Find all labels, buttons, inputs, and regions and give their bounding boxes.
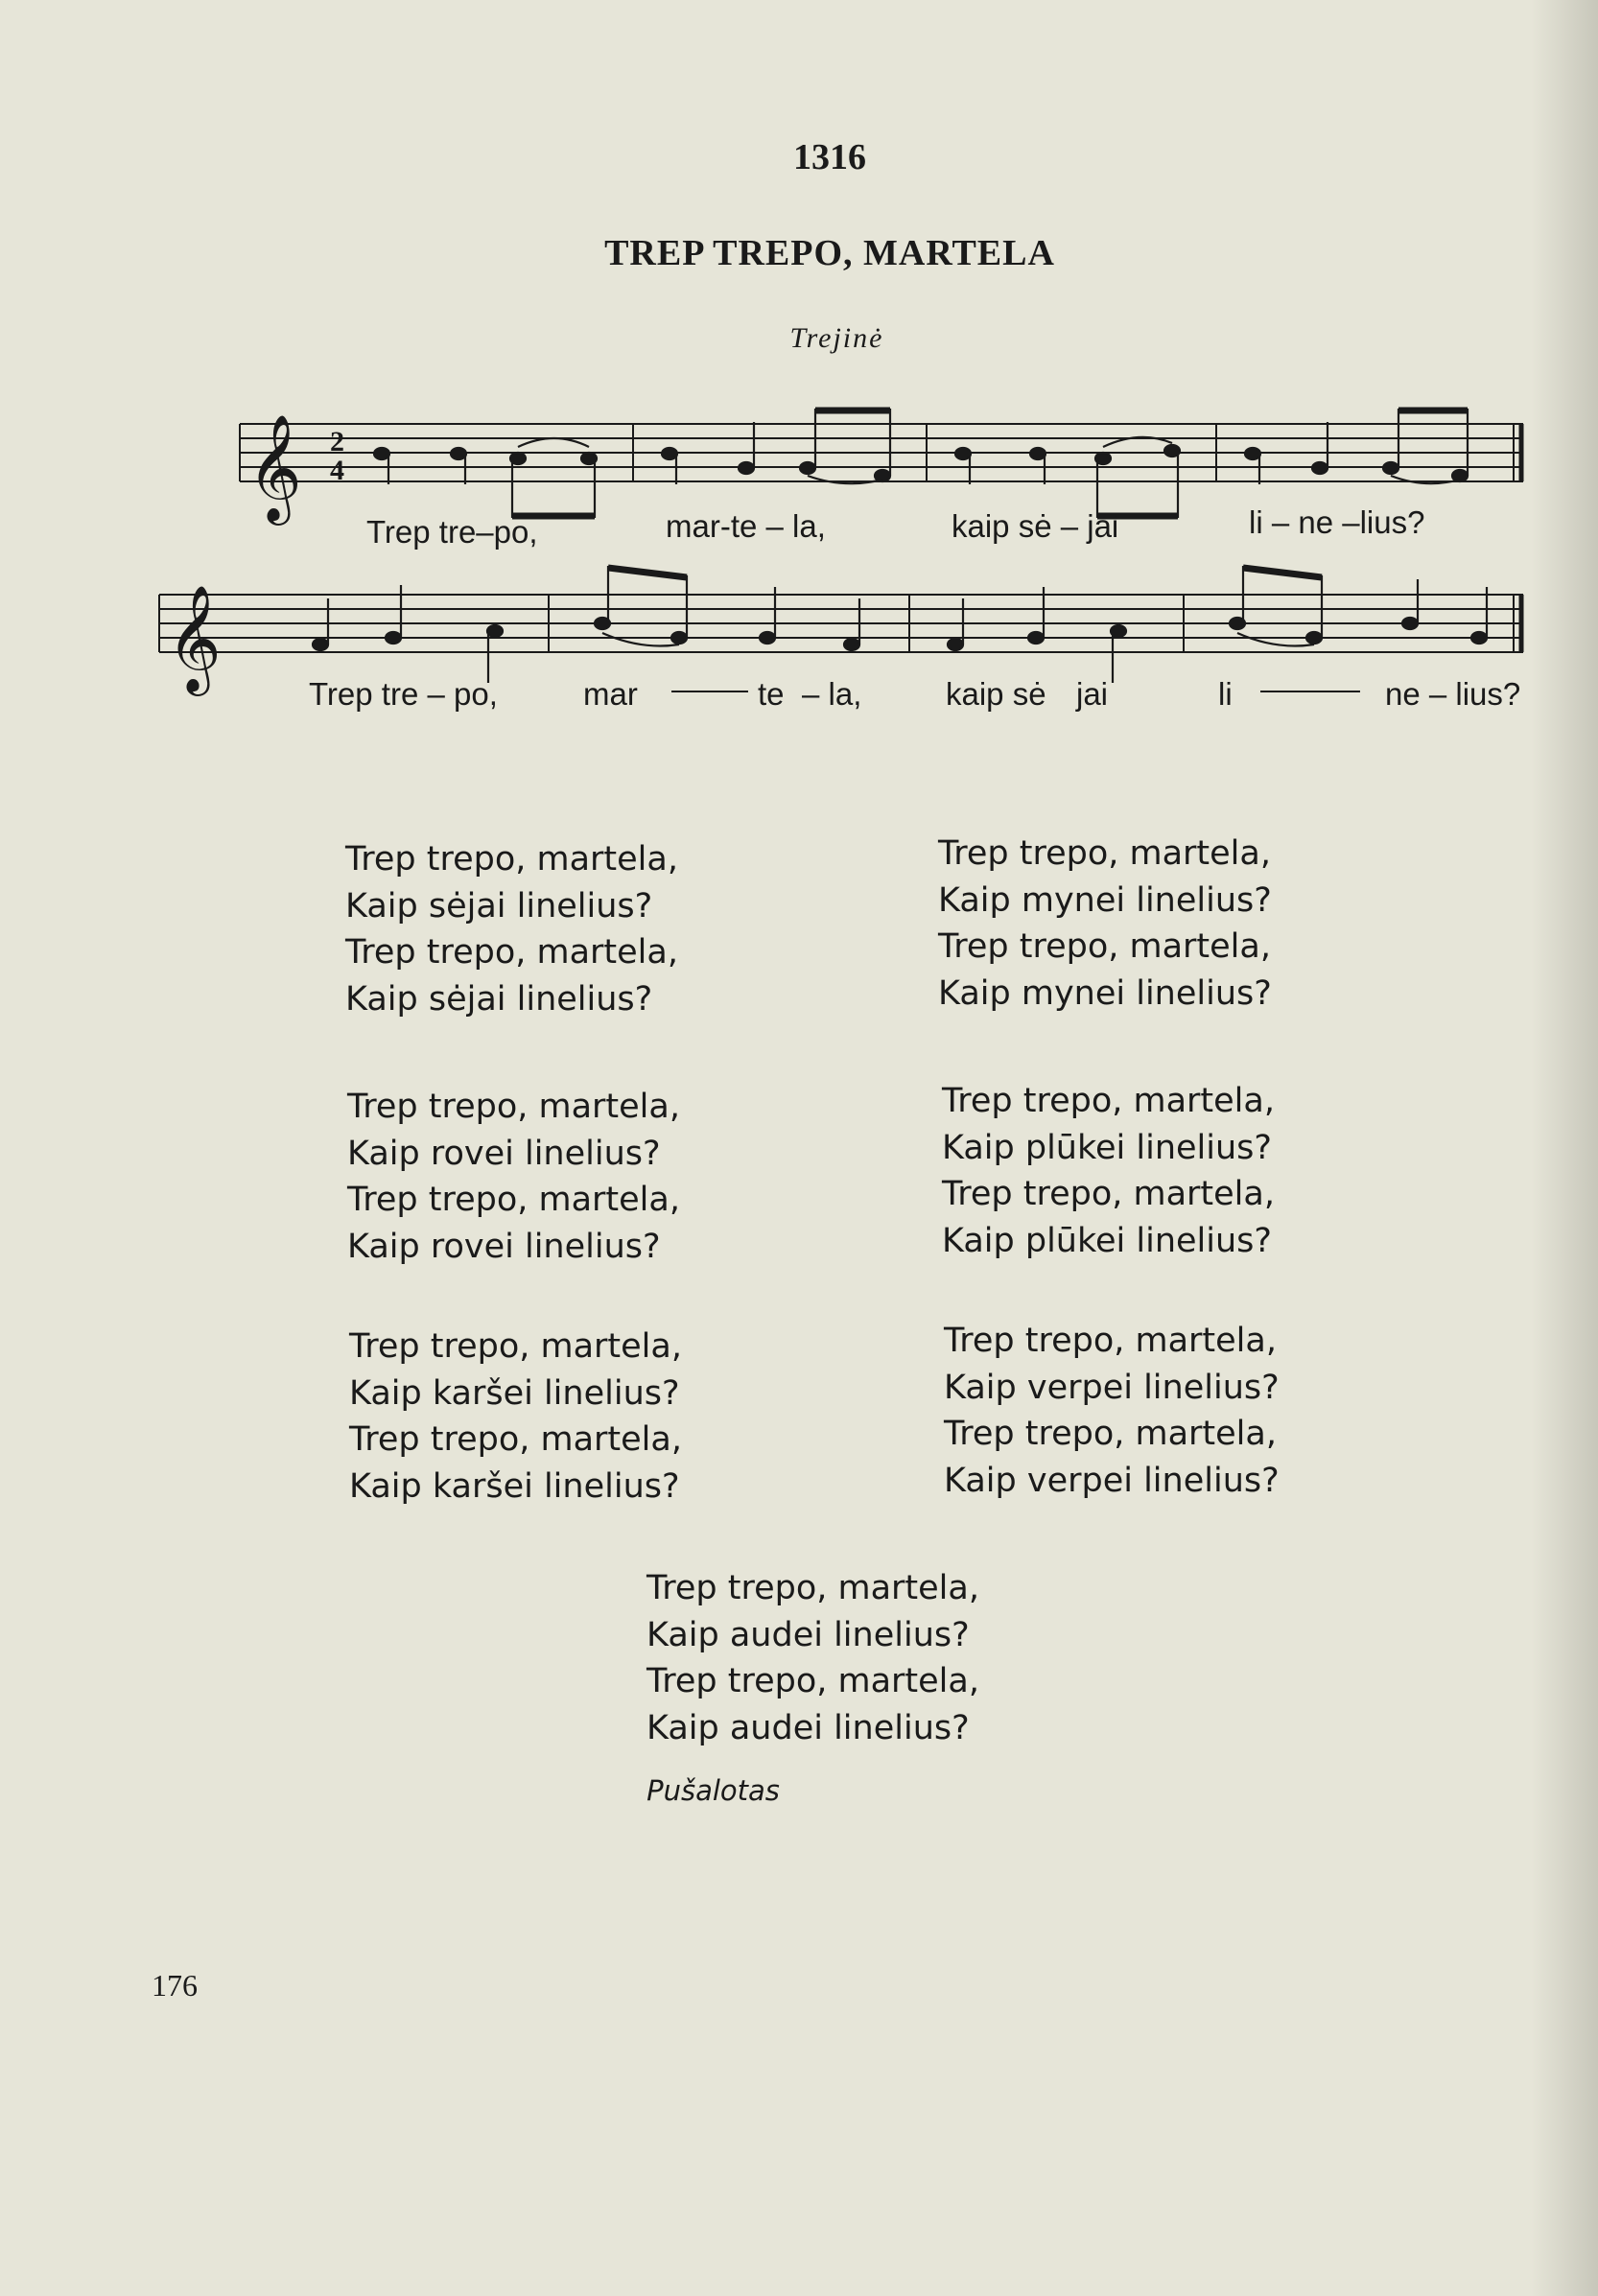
verse-line: Kaip audei linelius? [646, 1615, 970, 1654]
staff-1-lyric: kaip sė – jai [952, 508, 1119, 544]
staff-2-extender [1260, 691, 1360, 692]
verse-line: Trep trepo, martela, [349, 1327, 682, 1366]
staff-2-lyric: mar [583, 676, 638, 712]
verse-line: Trep trepo, martela, [347, 1181, 680, 1219]
verse-line: Trep trepo, martela, [345, 933, 678, 972]
verse [942, 1078, 1275, 1264]
verse-line: Kaip verpei linelius? [944, 1461, 1280, 1500]
verse-line: Kaip mynei linelius? [938, 973, 1272, 1013]
verse-line: Trep trepo, martela, [646, 1662, 979, 1700]
staff-2-lyric: te [758, 676, 785, 712]
staff-1-lyric: Trep tre–po, [366, 514, 538, 550]
verse [347, 1084, 680, 1270]
verse-line: Trep trepo, martela, [942, 1082, 1275, 1120]
verse-line: Kaip karšei linelius? [349, 1373, 680, 1413]
verse-line: Kaip rovei linelius? [347, 1227, 661, 1266]
source-attribution: Pušalotas [646, 1774, 780, 1807]
treble-clef-icon: 𝄞 [167, 584, 222, 691]
staff-2-lyric: Trep tre – po, [309, 676, 498, 712]
verse-line: Trep trepo, martela, [944, 1322, 1277, 1360]
verse-line: Kaip sėjai linelius? [345, 886, 653, 925]
tempo-marking: Trejinė [789, 322, 884, 354]
music-notation [0, 0, 1598, 729]
verse-line: Trep trepo, martela, [938, 927, 1271, 966]
staff-2-lyric: jai [1076, 676, 1109, 712]
verse-line: Trep trepo, martela, [347, 1088, 680, 1126]
verse-line: Kaip verpei linelius? [944, 1368, 1280, 1407]
song-title: TREP TREPO, MARTELA [604, 233, 1055, 273]
staff-1-lyric: li – ne –lius? [1249, 504, 1425, 540]
staff-2-lyric: ne – lius? [1385, 676, 1521, 712]
staff-2-lyric: kaip sė [946, 676, 1046, 712]
page-number: 176 [152, 1968, 198, 2003]
verse-line: Kaip rovei linelius? [347, 1134, 661, 1173]
verse-line: Trep trepo, martela, [942, 1175, 1275, 1213]
verse [345, 836, 678, 1022]
verse-line: Kaip plūkei linelius? [942, 1221, 1272, 1260]
verse-line: Trep trepo, martela, [349, 1420, 682, 1459]
time-signature-top: 2 [330, 426, 344, 457]
treble-clef-icon: 𝄞 [247, 413, 302, 521]
verse-line: Kaip karšei linelius? [349, 1466, 680, 1506]
verse-line: Trep trepo, martela, [646, 1569, 979, 1607]
staff-2-lyric: – la, [802, 676, 862, 712]
song-number: 1316 [793, 137, 866, 177]
staff-2-lyric: li [1218, 676, 1233, 712]
verse-line: Kaip plūkei linelius? [942, 1128, 1272, 1167]
verse [349, 1324, 682, 1510]
verse-line: Kaip sėjai linelius? [345, 979, 653, 1019]
verse-line: Kaip audei linelius? [646, 1708, 970, 1747]
verse [944, 1318, 1280, 1504]
staff-1-notes [374, 409, 1468, 518]
verse [938, 831, 1272, 1017]
verse-line: Trep trepo, martela, [938, 834, 1271, 873]
staff-2-extender [671, 691, 748, 692]
verse-line: Trep trepo, martela, [944, 1415, 1277, 1453]
time-signature-bottom: 4 [330, 455, 344, 486]
verse [646, 1565, 979, 1751]
staff-1-lyric: mar-te – la, [666, 508, 826, 544]
verse-line: Trep trepo, martela, [345, 840, 678, 879]
verse-line: Kaip mynei linelius? [938, 880, 1272, 920]
